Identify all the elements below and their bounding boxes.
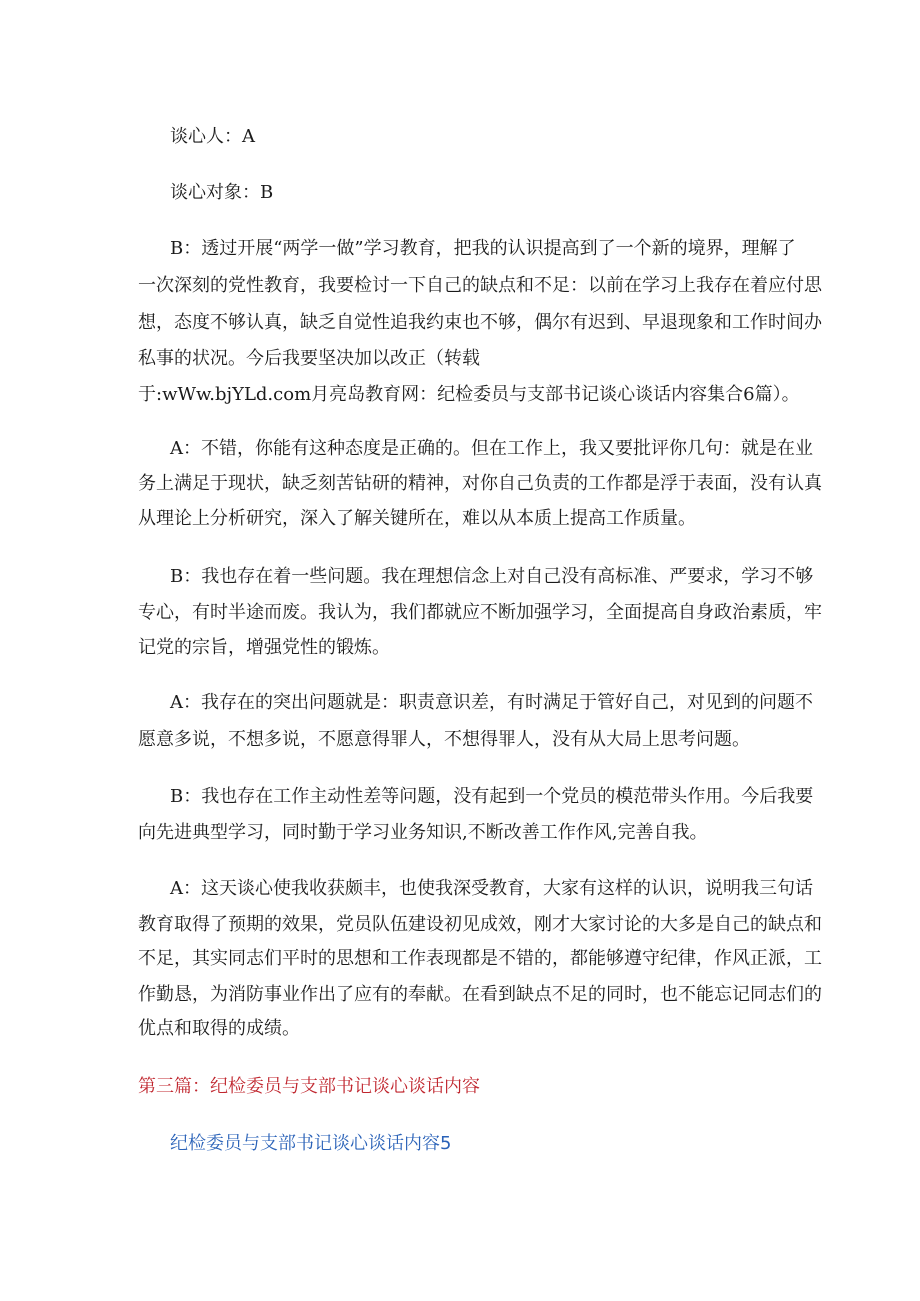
paragraph-line: 私事的状况。今后我要坚决加以改正（转载 [138, 348, 480, 369]
paragraph-line: 不足，其实同志们平时的思想和工作表现都是不错的，都能够遵守纪律，作风正派，工 [138, 948, 822, 969]
section-heading: 第三篇：纪检委员与支部书记谈心谈话内容 [138, 1076, 480, 1097]
paragraph-line: 于:wWw.bjYLd.com月亮岛教育网：纪检委员与支部书记谈心谈话内容集合6篇）。 [138, 384, 800, 405]
target-line: 谈心对象：B [170, 182, 274, 203]
paragraph-line: 想，态度不够认真，缺乏自觉性追我约束也不够，偶尔有迟到、早退现象和工作时间办 [138, 312, 822, 333]
paragraph-line: 从理论上分析研究，深入了解关键所在，难以从本质上提高工作质量。 [138, 508, 696, 529]
paragraph-line: B：我也存在工作主动性差等问题，没有起到一个党员的模范带头作用。今后我要 [170, 786, 814, 807]
paragraph-line: A：不错，你能有这种态度是正确的。但在工作上，我又要批评你几句：就是在业 [170, 438, 813, 459]
paragraph-line: 专心，有时半途而废。我认为，我们都就应不断加强学习，全面提高自身政治素质，牢 [138, 602, 822, 623]
paragraph-line: 务上满足于现状，缺乏刻苦钻研的精神，对你自己负责的工作都是浮于表面，没有认真 [138, 473, 822, 494]
paragraph-line: 教育取得了预期的效果，党员队伍建设初见成效，刚才大家讨论的大多是自己的缺点和 [138, 914, 822, 935]
paragraph-line: 记党的宗旨，增强党性的锻炼。 [138, 637, 390, 658]
paragraph-line: 向先进典型学习，同时勤于学习业务知识,不断改善工作作风,完善自我。 [138, 822, 708, 843]
paragraph-line: A：我存在的突出问题就是：职责意识差，有时满足于管好自己，对见到的问题不 [170, 692, 813, 713]
speaker-line: 谈心人：A [170, 126, 255, 147]
sub-heading: 纪检委员与支部书记谈心谈话内容5 [170, 1133, 452, 1154]
paragraph-line: 一次深刻的党性教育，我要检讨一下自己的缺点和不足：以前在学习上我存在着应付思 [138, 275, 822, 296]
paragraph-line: 愿意多说，不想多说，不愿意得罪人，不想得罪人，没有从大局上思考问题。 [138, 729, 750, 750]
paragraph-line: 优点和取得的成绩。 [138, 1018, 300, 1039]
paragraph-line: B：透过开展“两学一做”学习教育，把我的认识提高到了一个新的境界，理解了 [170, 238, 796, 259]
paragraph-line: 作勤恳，为消防事业作出了应有的奉献。在看到缺点不足的同时，也不能忘记同志们的 [138, 984, 822, 1005]
paragraph-line: A：这天谈心使我收获颇丰，也使我深受教育，大家有这样的认识，说明我三句话 [170, 878, 813, 899]
paragraph-line: B：我也存在着一些问题。我在理想信念上对自己没有高标准、严要求，学习不够 [170, 566, 814, 587]
